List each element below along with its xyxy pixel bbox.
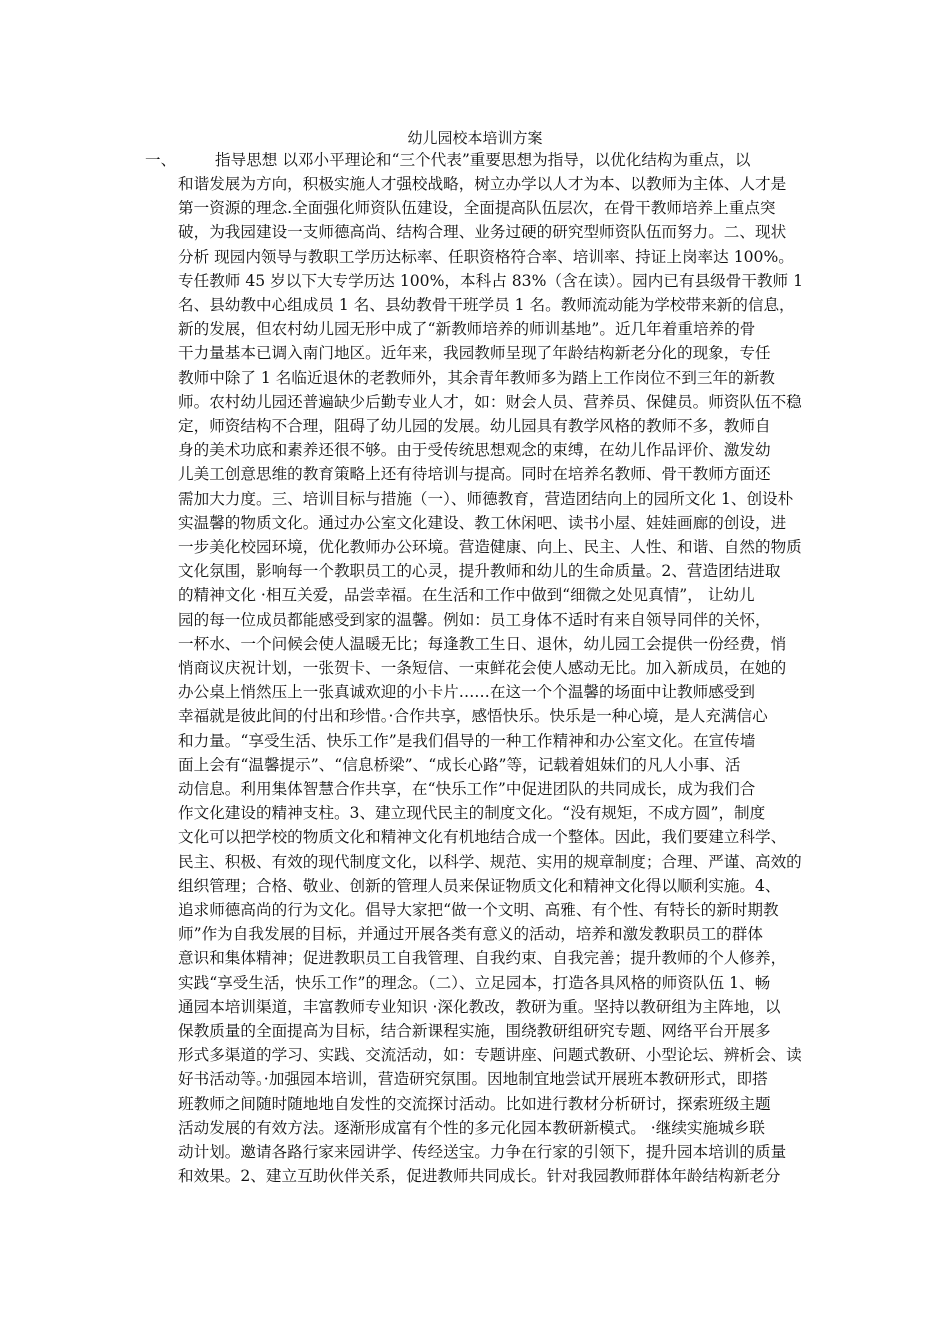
- body-line: 班教师之间随时随地地自发性的交流探讨活动。比如进行教材分析研讨，探索班级主题: [178, 1094, 771, 1113]
- body-line: 民主、积极、有效的现代制度文化，以科学、规范、实用的规章制度；合理、严谨、高效的: [178, 852, 802, 871]
- body-line: 实践“享受生活，快乐工作”的理念。（二）、立足园本，打造各具风格的师资队伍 1、畅: [178, 973, 771, 992]
- body-line: 悄商议庆祝计划，一张贺卡、一条短信、一束鲜花会使人感动无比。加入新成员，在她的: [178, 659, 787, 677]
- body-line: 面上会有“温馨提示”、“信息桥梁”、“成长心路”等，记载着姐妹们的凡人小事、活: [178, 755, 741, 774]
- body-line: 第一资源的理念.全面强化师资队伍建设，全面提高队伍层次，在骨干教师培养上重点突: [178, 199, 776, 218]
- body-line: 文化可以把学校的物质文化和精神文化有机地结合成一个整体。因此，我们要建立科学、: [178, 828, 787, 847]
- body-line: 和力量。“享受生活、快乐工作”是我们倡导的一种工作精神和办公室文化。在宣传墙: [178, 731, 756, 750]
- body-line: 和效果。2、建立互助伙伴关系，促进教师共同成长。针对我园教师群体年龄结构新老分: [178, 1167, 781, 1186]
- body-line: 儿美工创意思维的教育策略上还有待培训与提高。同时在培养名教师、骨干教师方面还: [178, 465, 771, 484]
- body-line: 通园本培训渠道，丰富教师专业知识 ·深化教改，教研为重。坚持以教研组为主阵地，以: [178, 997, 781, 1016]
- body-line: 追求师德高尚的行为文化。倡导大家把“做一个文明、高雅、有个性、有特长的新时期教: [178, 901, 779, 919]
- first-line-text: 指导思想 以邓小平理论和“三个代表”重要思想为指导，以优化结构为重点，以: [215, 151, 751, 169]
- body-line: 身的美术功底和素养还很不够。由于受传统思想观念的束缚，在幼儿作品评价、激发幼: [178, 441, 771, 460]
- body-line: 一步美化校园环境，优化教师办公环境。营造健康、向上、民主、人性、和谐、自然的物质: [178, 538, 802, 556]
- body-line: 实温馨的物质文化。通过办公室文化建设、教工休闲吧、读书小屋、娃娃画廊的创设，进: [178, 513, 787, 532]
- body-line: 作文化建设的精神支柱。3、建立现代民主的制度文化。“没有规矩，不成方圆”，制度: [178, 804, 766, 823]
- body-line: 分析 现园内领导与教职工学历达标率、任职资格符合率、培训率、持证上岗率达 100%。: [178, 247, 794, 266]
- body-line: 意识和集体精神；促进教职员工自我管理、自我约束、自我完善；提升教师的个人修养，: [178, 949, 787, 968]
- body-line: 园的每一位成员都能感受到家的温馨。例如：员工身体不适时有来自领导同伴的关怀，: [178, 610, 771, 629]
- body-line: 定，师资结构不合理，阻碍了幼儿园的发展。幼儿园具有教学风格的教师不多，教师自: [178, 417, 771, 435]
- body-line: 活动发展的有效方法。逐渐形成富有个性的多元化园本教研新模式。 ·继续实施城乡联: [178, 1118, 765, 1137]
- body-line: 组织管理；合格、敬业、创新的管理人员来保证物质文化和精神文化得以顺利实施。4、: [178, 876, 781, 895]
- body-line: 动计划。邀请各路行家来园讲学、传经送宝。力争在行家的引领下，提升园本培训的质量: [178, 1143, 787, 1161]
- document-title: 幼儿园校本培训方案: [407, 129, 543, 147]
- body-line: 教师中除了 1 名临近退休的老教师外，其余青年教师多为踏上工作岗位不到三年的新教: [178, 368, 775, 387]
- body-line: 专任教师 45 岁以下大专学历达 100%，本科占 83%（含在读）。园内已有县级骨干教师 1: [178, 271, 803, 290]
- body-line: 需加大力度。三、培训目标与措施（一）、师德教育，营造团结向上的园所文化 1、创设朴: [178, 489, 794, 508]
- body-line: 名、县幼教中心组成员 1 名、县幼教骨干班学员 1 名。教师流动能为学校带来新的信息，: [178, 296, 795, 314]
- body-line: 新的发展，但农村幼儿园无形中成了“新教师培养的师训基地”。近几年着重培养的骨: [178, 320, 756, 339]
- body-line: 师。农村幼儿园还普遍缺少后勤专业人才，如：财会人员、营养员、保健员。师资队伍不稳: [178, 392, 802, 411]
- body-line: 干力量基本已调入南门地区。近年来，我园教师呈现了年龄结构新老分化的现象，专任: [178, 344, 771, 363]
- body-line: 破，为我园建设一支师德高尚、结构合理、业务过硬的研究型师资队伍而努力。二、现状: [178, 223, 787, 242]
- body-line: 的精神文化 ·相互关爱，品尝幸福。在生活和工作中做到“细微之处见真情”， 让幼儿: [178, 586, 755, 605]
- body-line: 形式多渠道的学习、实践、交流活动，如：专题讲座、问题式教研、小型论坛、辨析会、读: [178, 1046, 802, 1065]
- body-line: 好书活动等。·加强园本培训，营造研究氛围。因地制宜地尝试开展班本教研形式，即搭: [178, 1070, 768, 1089]
- section-number: 一、: [145, 151, 177, 169]
- body-line: 保教质量的全面提高为目标，结合新课程实施，围绕教研组研究专题、网络平台开展多: [178, 1022, 771, 1040]
- body-line: 师”作为自我发展的目标，并通过开展各类有意义的活动，培养和激发教职员工的群体: [178, 925, 763, 944]
- body-line: 一杯水、一个问候会使人温暖无比；每逢教工生日、退休，幼儿园工会提供一份经费，悄: [178, 634, 787, 653]
- body-line: 动信息。利用集体智慧合作共享，在“快乐工作”中促进团队的共同成长，成为我们合: [178, 780, 756, 798]
- body-line: 办公桌上悄然压上一张真诚欢迎的小卡片……在这一个个温馨的场面中让教师感受到: [178, 683, 755, 702]
- body-line: 文化氛围，影响每一个教职员工的心灵，提升教师和幼儿的生命质量。2、营造团结进取: [178, 562, 781, 581]
- body-line: 幸福就是彼此间的付出和珍惜。·合作共享，感悟快乐。快乐是一种心境，是人充满信心: [178, 707, 768, 726]
- body-line: 和谐发展为方向，积极实施人才强校战略，树立办学以人才为本、以教师为主体、人才是: [178, 175, 787, 193]
